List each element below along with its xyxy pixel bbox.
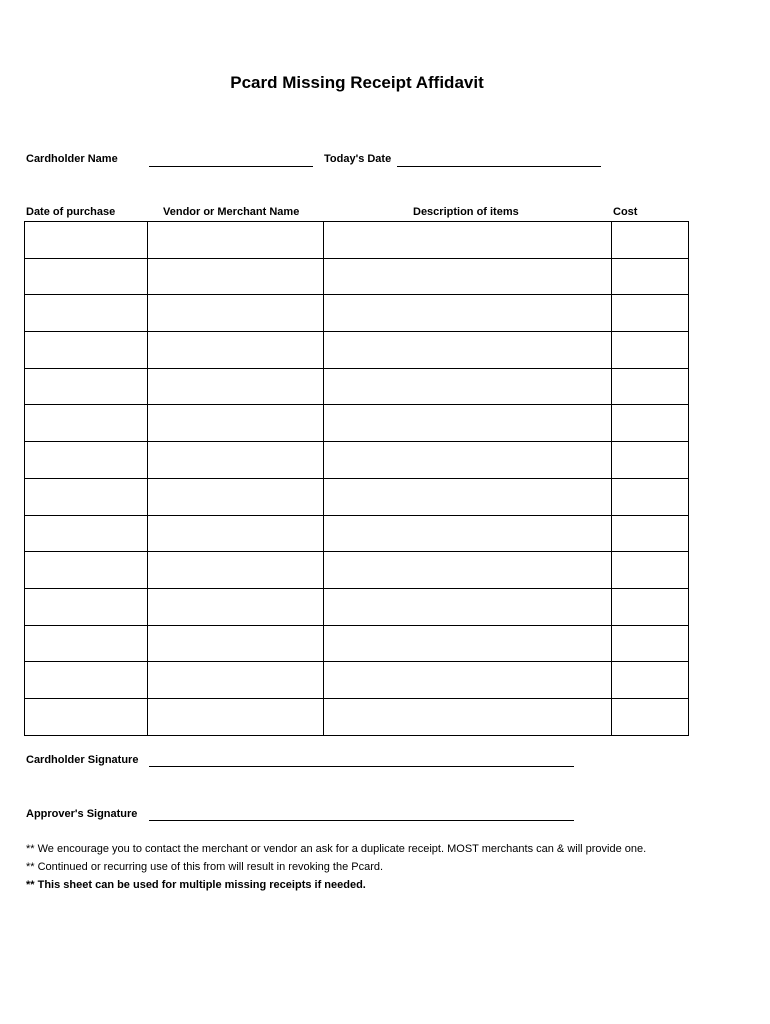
- date-cell[interactable]: [25, 222, 148, 259]
- todays-date-field[interactable]: [397, 166, 601, 167]
- description-cell[interactable]: [324, 258, 612, 295]
- vendor-cell[interactable]: [148, 625, 324, 662]
- cost-cell[interactable]: [612, 698, 689, 735]
- date-cell[interactable]: [25, 662, 148, 699]
- description-cell[interactable]: [324, 588, 612, 625]
- cardholder-name-label: Cardholder Name: [26, 153, 118, 165]
- description-cell[interactable]: [324, 515, 612, 552]
- vendor-cell[interactable]: [148, 698, 324, 735]
- description-cell[interactable]: [324, 662, 612, 699]
- todays-date-label: Today's Date: [324, 153, 392, 165]
- cost-cell[interactable]: [612, 258, 689, 295]
- cost-cell[interactable]: [612, 552, 689, 589]
- table-row: [25, 368, 689, 405]
- date-cell[interactable]: [25, 698, 148, 735]
- vendor-cell[interactable]: [148, 332, 324, 369]
- table-row: [25, 405, 689, 442]
- column-header-cost: Cost: [613, 206, 638, 218]
- cost-cell[interactable]: [612, 295, 689, 332]
- date-cell[interactable]: [25, 515, 148, 552]
- description-cell[interactable]: [324, 295, 612, 332]
- table-row: [25, 258, 689, 295]
- date-cell[interactable]: [25, 625, 148, 662]
- date-cell[interactable]: [25, 478, 148, 515]
- description-cell[interactable]: [324, 552, 612, 589]
- vendor-cell[interactable]: [148, 662, 324, 699]
- date-cell[interactable]: [25, 552, 148, 589]
- vendor-cell[interactable]: [148, 552, 324, 589]
- description-cell[interactable]: [324, 698, 612, 735]
- cost-cell[interactable]: [612, 405, 689, 442]
- date-cell[interactable]: [25, 588, 148, 625]
- cardholder-name-field[interactable]: [149, 166, 313, 167]
- cardholder-signature-field[interactable]: [149, 766, 574, 767]
- date-cell[interactable]: [25, 442, 148, 479]
- table-row: [25, 698, 689, 735]
- cost-cell[interactable]: [612, 478, 689, 515]
- page-title: Pcard Missing Receipt Affidavit: [230, 73, 484, 92]
- table-row: [25, 662, 689, 699]
- vendor-cell[interactable]: [148, 222, 324, 259]
- approver-signature-field[interactable]: [149, 820, 574, 821]
- date-cell[interactable]: [25, 405, 148, 442]
- date-cell[interactable]: [25, 258, 148, 295]
- vendor-cell[interactable]: [148, 442, 324, 479]
- table-row: [25, 295, 689, 332]
- column-header-vendor: Vendor or Merchant Name: [163, 206, 300, 218]
- approver-signature-label: Approver's Signature: [26, 808, 138, 820]
- cost-cell[interactable]: [612, 625, 689, 662]
- table-row: [25, 515, 689, 552]
- vendor-cell[interactable]: [148, 295, 324, 332]
- cost-cell[interactable]: [612, 222, 689, 259]
- table-row: [25, 625, 689, 662]
- description-cell[interactable]: [324, 478, 612, 515]
- vendor-cell[interactable]: [148, 405, 324, 442]
- description-cell[interactable]: [324, 442, 612, 479]
- cardholder-signature-label: Cardholder Signature: [26, 754, 139, 766]
- note-revoking-pcard: ** Continued or recurring use of this from will result in revoking the Pcard.: [26, 861, 384, 873]
- vendor-cell[interactable]: [148, 478, 324, 515]
- note-multiple-receipts: ** This sheet can be used for multiple missing receipts if needed.: [26, 879, 366, 891]
- date-cell[interactable]: [25, 368, 148, 405]
- table-row: [25, 552, 689, 589]
- table-row: [25, 332, 689, 369]
- table-row: [25, 478, 689, 515]
- vendor-cell[interactable]: [148, 588, 324, 625]
- vendor-cell[interactable]: [148, 368, 324, 405]
- description-cell[interactable]: [324, 332, 612, 369]
- date-cell[interactable]: [25, 332, 148, 369]
- description-cell[interactable]: [324, 368, 612, 405]
- column-header-date: Date of purchase: [26, 206, 116, 218]
- vendor-cell[interactable]: [148, 258, 324, 295]
- cost-cell[interactable]: [612, 588, 689, 625]
- table-row: [25, 588, 689, 625]
- description-cell[interactable]: [324, 625, 612, 662]
- cost-cell[interactable]: [612, 515, 689, 552]
- column-header-description: Description of items: [413, 206, 519, 218]
- cost-cell[interactable]: [612, 368, 689, 405]
- description-cell[interactable]: [324, 222, 612, 259]
- table-row: [25, 442, 689, 479]
- description-cell[interactable]: [324, 405, 612, 442]
- date-cell[interactable]: [25, 295, 148, 332]
- cost-cell[interactable]: [612, 332, 689, 369]
- table-row: [25, 222, 689, 259]
- note-duplicate-receipt: ** We encourage you to contact the merchant or vendor an ask for a duplicate receipt. MOST merchants can & will provide one.: [26, 843, 647, 855]
- receipt-table: [24, 221, 689, 736]
- cost-cell[interactable]: [612, 662, 689, 699]
- cost-cell[interactable]: [612, 442, 689, 479]
- vendor-cell[interactable]: [148, 515, 324, 552]
